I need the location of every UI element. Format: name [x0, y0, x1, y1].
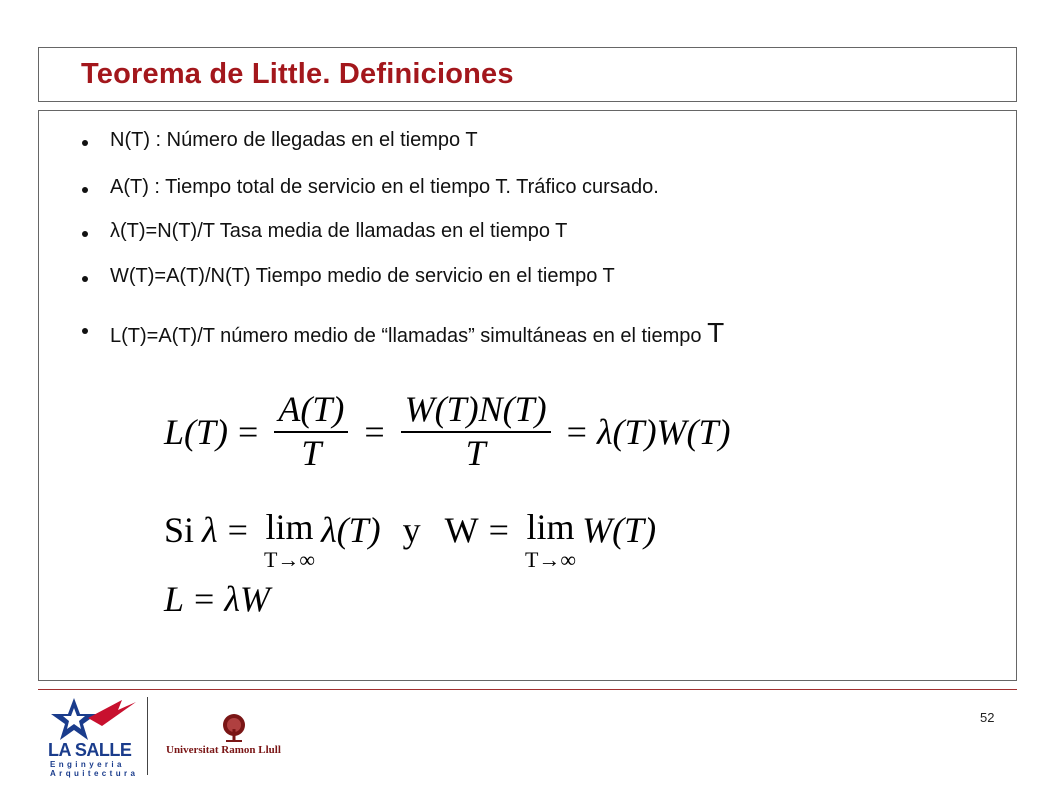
fraction-wn-over-t	[401, 391, 551, 473]
slide-title: Teorema de Little. Definiciones	[81, 58, 514, 90]
limit-label: lim	[526, 507, 575, 547]
bullet-text-tail: T	[707, 317, 725, 348]
fraction-numerator: A(T)	[278, 389, 345, 429]
bullet-text	[110, 317, 724, 349]
logo-divider	[147, 697, 148, 775]
fraction-denominator: T	[465, 432, 486, 473]
limit-operator	[264, 509, 315, 571]
limit-subscript: T→∞	[263, 547, 316, 572]
bullet-dot-icon	[82, 187, 88, 193]
limit-label: lim	[265, 507, 314, 547]
equals-sign: =	[194, 579, 215, 619]
equals-sign: =	[488, 510, 509, 550]
url-logo	[160, 713, 308, 763]
bullet-dot-icon	[82, 231, 88, 237]
content-box	[38, 110, 1017, 681]
eq3-l: L	[164, 579, 185, 619]
title-box	[38, 47, 1017, 102]
lasalle-line1: Enginyeria	[50, 760, 125, 769]
lasalle-logo	[44, 694, 144, 778]
eq3-rhs: λW	[224, 579, 270, 619]
formula-limits	[164, 509, 656, 571]
bullet-dot-icon	[82, 276, 88, 282]
lasalle-name: LA SALLE	[48, 740, 132, 760]
eq2-and: y	[402, 510, 421, 550]
bullet-text: A(T) : Tiempo total de servicio en el tiempo T. Tráfico cursado.	[110, 176, 659, 198]
bullet-text-main: L(T)=A(T)/T número medio de “llamadas” simultáneas en el tiempo	[110, 325, 708, 347]
eq1-rhs: λ(T)W(T)	[596, 411, 731, 452]
eq2-w: W	[444, 510, 479, 550]
equals-sign: =	[238, 411, 259, 452]
footer-divider	[38, 689, 1017, 690]
bullet-dot-icon	[82, 140, 88, 146]
fraction-a-over-t	[274, 391, 348, 473]
fraction-denominator: T	[301, 432, 322, 473]
limit-operator	[525, 509, 576, 571]
equals-sign: =	[227, 510, 248, 550]
equals-sign: =	[364, 411, 385, 452]
fraction-numerator: W(T)N(T)	[404, 389, 547, 429]
eq2-w-t: W(T)	[582, 510, 657, 550]
formula-little-law	[164, 578, 270, 620]
lasalle-line2: Arquitectura	[50, 769, 139, 778]
tree-emblem-icon	[160, 713, 308, 745]
lasalle-star-icon	[44, 694, 144, 744]
url-name: Universitat Ramon Llull	[166, 744, 281, 756]
bullet-dot-icon	[82, 328, 88, 334]
eq2-si: Si	[164, 510, 195, 550]
bullet-text: N(T) : Número de llegadas en el tiempo T	[110, 129, 478, 151]
limit-subscript: T→∞	[524, 547, 577, 572]
bullet-text: λ(T)=N(T)/T Tasa media de llamadas en el tiempo T	[110, 220, 568, 242]
eq2-lambda-t: λ(T)	[321, 510, 381, 550]
eq2-lambda: λ	[202, 510, 218, 550]
equals-sign: =	[566, 411, 587, 452]
formula-little-expanded	[164, 391, 731, 473]
page-number: 52	[980, 710, 995, 725]
eq1-lhs: L(T)	[164, 411, 229, 452]
bullet-text: W(T)=A(T)/N(T) Tiempo medio de servicio en el tiempo T	[110, 265, 615, 287]
